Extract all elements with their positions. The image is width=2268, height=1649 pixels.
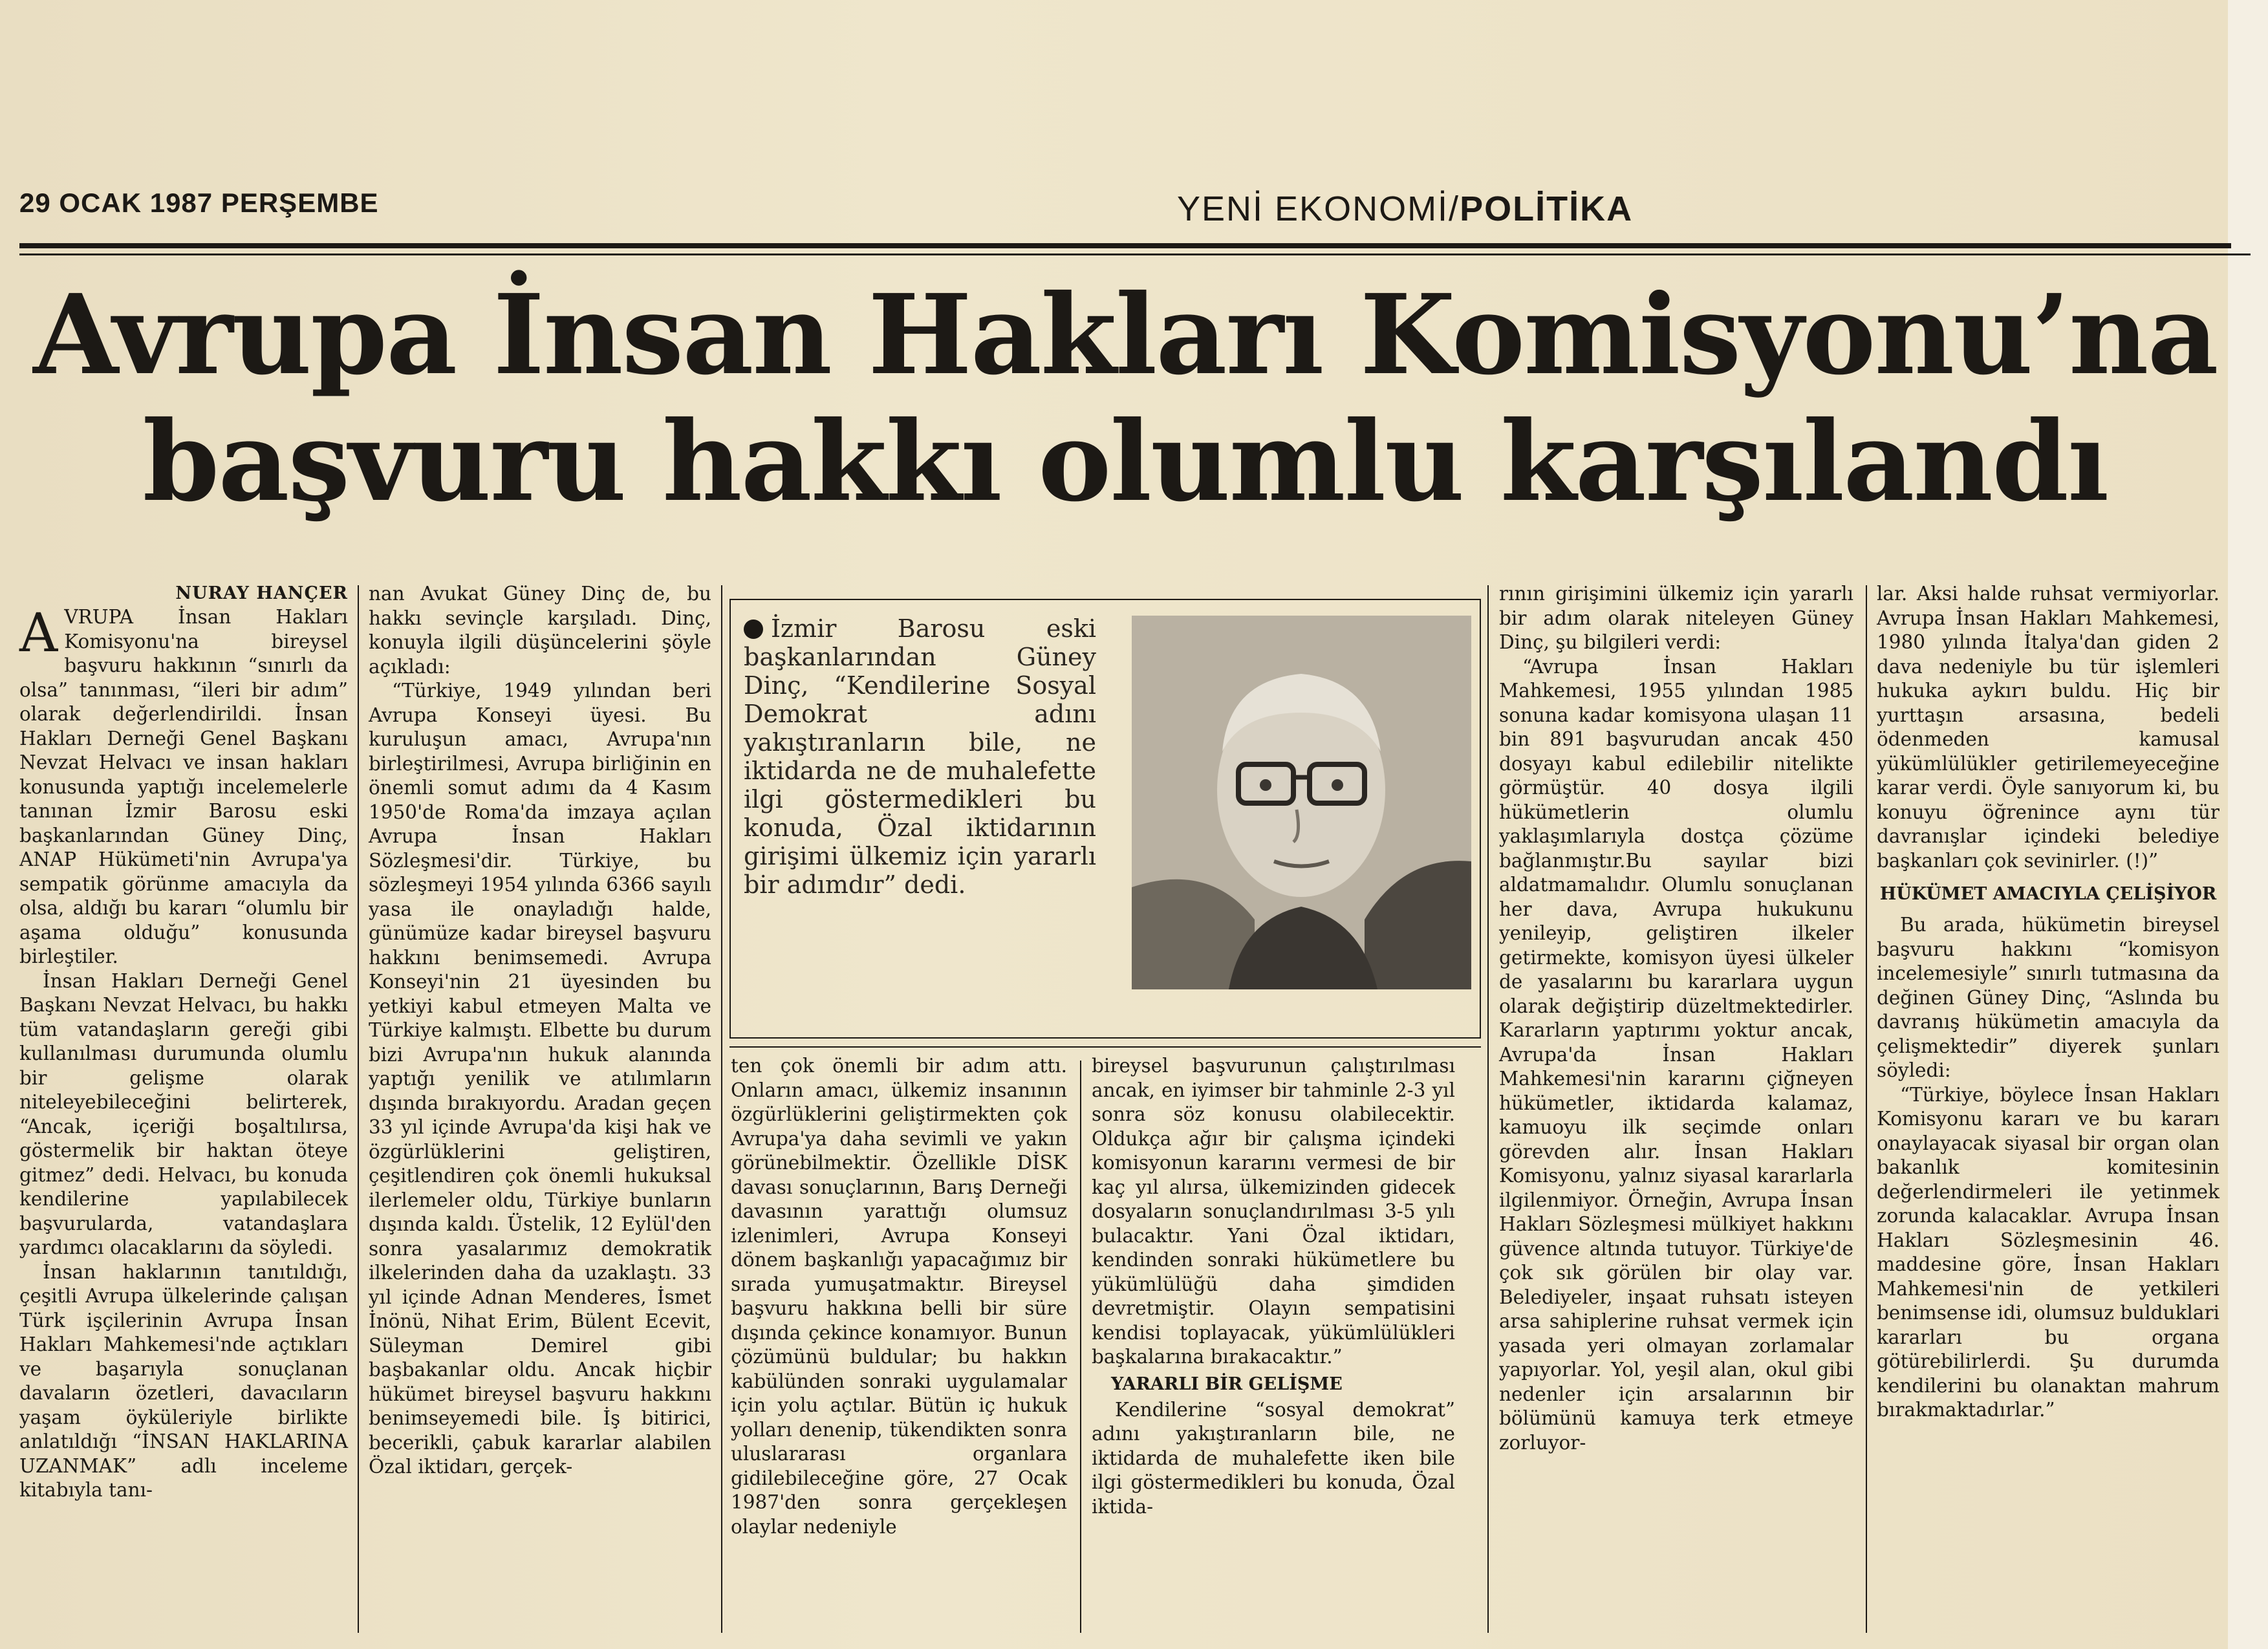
drop-cap: A (19, 603, 58, 664)
section-right: POLİTİKA (1460, 189, 1634, 228)
paragraph-text: VRUPA İnsan Hakları Komisyonu'na bireysel başvuru hakkının “sınırlı da olsa” tanınması, “ileri bir adım” olarak değerlendirildi. İnsan Hakları Derneği Genel Başkanı Nevzat Helvacı ve insan hakları konusunda yaptığı incelemelerle tanınan İzmir Barosu eski başkanlarından Güney Dinç, ANAP Hükümeti'nin Avrupa'ya sempatik görünme amacıyla da olsa, aldığı bu kararı “olumlu bir aşama olduğu” konusunda birleştiler. (19, 606, 348, 967)
paragraph: lar. Aksi halde ruhsat vermiyorlar. Avrupa İnsan Hakları Mahkemesi, 1980 yılında İtalya'dan giden 2 dava nedeniyle bu tür işlemleri hukuka aykırı buldu. Hiç bir yurttaşın arsasına, bedeli ödenmeden kamusal yükümlülükler getirilemeyeceğine karar verdi. Öyle sanıyorum ki, bu konuyu öğrenince aynı tür davranışlar içindeki belediye başkanları çok sevinirler. (!)” (1877, 583, 2219, 872)
issue-date: 29 OCAK 1987 PERŞEMBE (19, 188, 379, 218)
bullet-icon (744, 620, 763, 639)
paragraph: “Avrupa İnsan Hakları Mahkemesi, 1955 yılından 1985 sonuna kadar komisyona ulaşan 11 bin 891 başvurudan ancak 450 dosyayı kabul edilebilir nitelikte görmüştür. 40 dosya ilgili hükümetlerin olumlu yaklaşımlarıyla dostça çözüme bağlanmıştır.Bu sayılar bizi aldatmamalıdır. Olumlu sonuçlanan her dava, Avrupa hukukunu yenileyip, geliştiren ilkeler getirmekte, komisyon üyesi ülkeler de yasalarını bu kararlara uygun olarak değiştirip düzeltmektedirler. Kararların yaptırımı yoktur ancak, Avrupa'da İnsan Hakları Mahkemesi'nin kararını çiğneyen hükümetler, iktidarda kalamaz, kamuoyu ilk seçimde onları görevden alır. İnsan Hakları Komisyonu, yalnız siyasal kararlarla ilgilenmiyor. Örneğin, Avrupa İnsan Hakları Sözleşmesi mülkiyet hakkını güvence altında tutuyor. Türkiye'de çok sık görülen bir olay var. Belediyeler, inşaat ruhsatı isteyen arsa sahiplerine ruhsat vermek için yasada yeri olmayan zorlamalar yapıyorlar. Yol, yeşil alan, okul gibi nedenler için arsalarının bir bölümünü kamuya terk etmeye zorluyor- (1499, 655, 1853, 1454)
portrait-photo (1132, 616, 1471, 989)
subheading: HÜKÜMET AMACIYLA ÇELİŞİYOR (1879, 884, 2217, 904)
section-left: YENİ EKONOMİ/ (1177, 189, 1460, 228)
portrait-illustration (1132, 616, 1471, 989)
column-divider (721, 585, 722, 1633)
paragraph: ten çok önemli bir adım attı. Onların amacı, ülkemiz insanının özgürlüklerini geliştirmekten çok Avrupa'ya daha sevimli ve yakın görünebilmektir. Özellikle DİSK davası sonuçlarının, Barış Derneği davasının yarattığı olumsuz izlenimleri, Avrupa Konseyi dönem başkanlığı yapacağımız bir sırada yumuşatmaktır. Bireysel başvuru hakkına belli bir süre dışında çekince konamıyor. Bunun çözümünü buldular; bu hakkın kabülünden sonraki uygulamalar için yolu açtılar. Bütün iç hukuk yolları denenip, tükendikten sonra uluslararası organlara gidilebileceğine göre, 27 Ocak 1987'den sonra gerçekleşen olaylar nedeniyle (731, 1055, 1067, 1538)
column-divider (1866, 585, 1867, 1633)
subheading: YARARLI BİR GELİŞME (1111, 1374, 1343, 1394)
paragraph: Kendilerine “sosyal demokrat” adını yakıştıranların bile, ne iktidarda de muhalefette iken bile ilgi göstermedikleri bu konuda, Özal iktida- (1092, 1398, 1455, 1518)
paragraph: bireysel başvurunun çalıştırılması ancak, en iyimser bir tahminle 2-3 yıl sonra söz konusu olabilecektir. Oldukça ağır bir çalışma içindeki komisyonun kararını vermesi de bir kaç yıl alırsa, ülkemizinden gidecek dosyaların sonuçlandırılması 3-5 yılı bulacaktır. Yani Özal iktidarı, kendinden sonraki hükümetlere bu yükümlülüğü daha şimdiden devretmiştir. Olayın sempatisini kendisi toplayacak, yükümlülükleri başkalarına bırakacaktır.” (1092, 1055, 1455, 1368)
paragraph: Bu arada, hükümetin bireysel başvuru hakkını “komisyon incelemesiyle” sınırlı tutmasına da değinen Güney Dinç, “Aslında bu davranış hükümetin amacıyla da çelişmektedir” diyerek şunları söyledi: (1877, 914, 2219, 1081)
paragraph: rının girişimini ülkemiz için yararlı bir adım olarak niteleyen Güney Dinç, şu bilgileri verdi: (1499, 583, 1853, 653)
article-column-1 (19, 582, 348, 1503)
headline-line-2: başvuru hakkı olumlu karşılandı (142, 397, 2108, 526)
article-column-4 (1092, 1054, 1455, 1519)
headline-line-1: Avrupa İnsan Hakları Komisyonu’na (33, 270, 2218, 400)
column-divider (1080, 1061, 1081, 1633)
paragraph: “Türkiye, böylece İnsan Hakları Komisyonu kararı ve bu kararı onaylayacak siyasal bir organ olan bakanlık komitesinin değerlendirmeleri ile yetinmek zorunda kalacaklar. Avrupa İnsan Hakları Sözleşmesinin 46. maddesine göre, İnsan Hakları Mahkemesi'nin de yetkileri benimsense idi, olumsuz bulduklari kararları bu organa götürebilirlerdi. Şu durumda kendilerini bu olanaktan mahrum bırakmaktadırlar.” (1877, 1083, 2219, 1421)
section-name (1177, 189, 1633, 229)
paragraph: nan Avukat Güney Dinç de, bu hakkı sevinçle karşıladı. Dinç, konuyla ilgili düşüncelerini şöyle açıkladı: (369, 583, 711, 678)
column-divider (1487, 585, 1489, 1633)
callout-text: İzmir Barosu eski başkanlarından Güney Dinç, “Kendilerine Sosyal Demokrat adını yakıştıranların bile, ne iktidarda ne de muhalefette ilgi göstermedikleri bu konuda, Özal iktidarının girişimi ülkemiz için yararlı bir adımdır” dedi. (744, 614, 1096, 899)
callout-quote (744, 614, 1096, 899)
masthead-rule-thin (19, 253, 2251, 255)
masthead (19, 188, 2251, 226)
article-column-3 (731, 1054, 1067, 1539)
masthead-rule (19, 243, 2231, 248)
paragraph: “Türkiye, 1949 yılından beri Avrupa Konseyi üyesi. Bu kuruluşun amacı, Avrupa'nın birleştirilmesi, Avrupa birliğinin en önemli somut adımı da 4 Kasım 1950'de Roma'da imzaya açılan Avrupa İnsan Hakları Sözleşmesi'dir. Türkiye, bu sözleşmeyi 1954 yılında 6366 sayılı yasa ile onayladığı halde, günümüze kadar bireysel başvuru hakkını benimsemedi. Avrupa Konseyi'nin 21 üyesinden bu yetkiyi kabul etmeyen Malta ve Türkiye kalmıştı. Elbette bu durum bizi Avrupa'nın hukuk alanında yaptığı yenilik ve atılımların dışında bırakıyordu. Aradan geçen 33 yıl içinde Avrupa'da kişi hak ve özgürlüklerini geliştiren, çeşitlendiren çok önemli hukuksal ilerlemeler oldu, Türkiye bunların dışında kaldı. Üstelik, 12 Eylül'den sonra yasalarımız demokratik ilkelerinden daha da uzaklaştı. 33 yıl içinde Adnan Menderes, İsmet İnönü, Nihat Erim, Bülent Ecevit, Süleyman Demirel gibi başbakanlar oldu. Ancak hiçbir hükümet bireysel başvuru hakkını benimseyemedi bile. İş bitirici, becerikli, çabuk kararlar alabilen Özal iktidarı, gerçek- (369, 680, 711, 1478)
article-column-5 (1499, 582, 1853, 1455)
paragraph: İnsan haklarının tanıtıldığı, çeşitli Avrupa ülkelerinde çalışan Türk işçilerinin Avrupa İnsan Hakları Mahkemesi'nde açtıkları ve başarıyla sonuçlanan davaların özetleri, davacıların yaşam öyküleriyle birlikte anlatıldığı “İNSAN HAKLARINA UZANMAK” adlı inceleme kitabıyla tanı- (19, 1260, 348, 1501)
scan-margin (2228, 0, 2268, 1649)
article-column-6 (1877, 582, 2219, 1423)
headline (19, 272, 2231, 525)
byline: NURAY HANÇER (175, 583, 348, 603)
column-divider (358, 585, 359, 1633)
article-column-2 (369, 582, 711, 1480)
box-bottom-rule (729, 1046, 1481, 1048)
paragraph (19, 605, 348, 969)
paragraph: İnsan Hakları Derneği Genel Başkanı Nevzat Helvacı, bu hakkı tüm vatandaşların gereği gibi kullanılması durumunda olumlu bir gelişme olarak niteleyebileceğini belirterek, “Ancak, içeriği boşaltılırsa, göstermelik bir haktan öteye gitmez” dedi. Helvacı, bu konuda kendilerine yapılabilecek başvurularda, vatandaşlara yardımcı olacaklarını da söyledi. (19, 969, 348, 1258)
